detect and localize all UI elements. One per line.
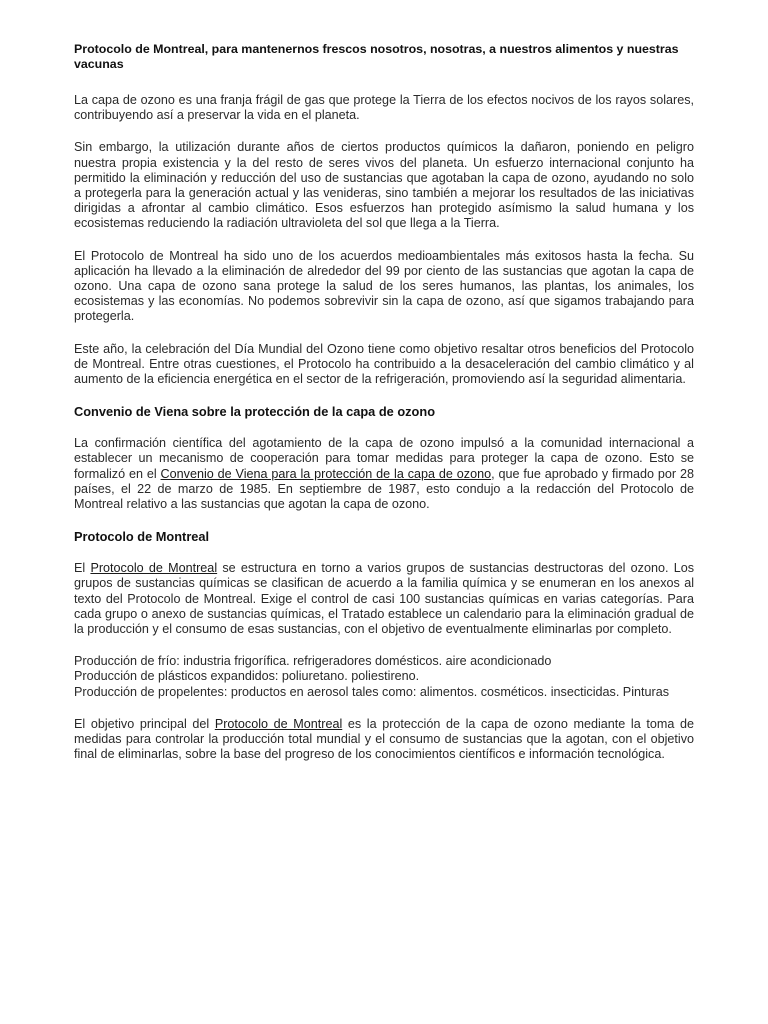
vienna-paragraph	[74, 436, 694, 512]
list-item: Producción de frío: industria frigorífica. refrigeradores domésticos. aire acondicionado	[74, 654, 552, 669]
intro-paragraph-3: El Protocolo de Montreal ha sido uno de los acuerdos medioambientales más exitosos hasta la fecha. Su aplicación ha llevado a la eliminación de alrededor del 99 por ciento de las sustancias que agotan la capa de ozono. Una capa de ozono sana protege la salud de los seres humanos, las plantas, los animales, los ecosistemas y las economías. No podemos sobrevivir sin la capa de ozono, así que sigamos trabajando para protegerla.	[74, 248, 694, 324]
intro-paragraph-2: Sin embargo, la utilización durante años de ciertos productos químicos la dañaron, poniendo en peligro nuestra propia existencia y la del resto de seres vivos del planeta. Un esfuerzo internacional conjunto ha permitido la eliminación y reducción del uso de sustancias que agotaban la capa de ozono, ayudando no solo a protegerla para la generación actual y las venideras, sino también a mejorar los resultados de las iniciativas dirigidas a afrontar al cambio climático. Esos esfuerzos han protegido asímismo la salud humana y los ecosistemas reduciendo la radiación ultravioleta del sol que llega a la Tierra.	[74, 140, 694, 231]
vienna-section-heading: Convenio de Viena sobre la protección de la capa de ozono	[74, 404, 436, 420]
montreal-paragraph-2	[74, 717, 694, 763]
intro-paragraph-1: La capa de ozono es una franja frágil de gas que protege la Tierra de los efectos nocivos de los rayos solares, contribuyendo así a preservar la vida en el planeta.	[74, 93, 694, 123]
vienna-text-after: , que fue aprobado y firmado por 28 países, el 22 de marzo de 1985. En septiembre de 1987, esto condujo a la redacción del Protocolo de Montreal relativo a las sustancias que agotan la capa de ozono.	[74, 466, 695, 512]
sector-list	[74, 654, 694, 700]
vienna-convention-link[interactable]: Convenio de Viena para la protección de la capa de ozono	[160, 466, 492, 481]
document-title: Protocolo de Montreal, para mantenernos frescos nosotros, nosotras, a nuestros alimentos y nuestras vacunas	[74, 42, 679, 71]
montreal-p1-text-after: se estructura en torno a varios grupos de sustancias destructoras del ozono. Los grupos de sustancias químicas se clasifican de acuerdo a la familia química y se enumeran en los anexos al texto del Protocolo de Montreal. Exige el control de casi 100 sustancias químicas en varias categorías. Para cada grupo o anexo de sustancias químicas, el Tratado establece un calendario para la eliminación gradual de la producción y el consumo de esas sustancias, con el objetivo de eventualmente eliminarlas por completo.	[74, 561, 694, 637]
montreal-protocol-link-1[interactable]: Protocolo de Montreal	[90, 561, 218, 576]
list-item: Producción de plásticos expandidos: poliuretano. poliestireno.	[74, 669, 420, 684]
montreal-section-heading: Protocolo de Montreal	[74, 529, 210, 545]
vienna-text-before: La confirmación científica del agotamiento de la capa de ozono impulsó a la comunidad internacional a establecer un mecanismo de cooperación para tomar medidas para proteger la capa de ozono. Esto se formalizó en el	[74, 436, 694, 481]
montreal-p1-text-before: El	[74, 561, 91, 576]
list-item: Producción de propelentes: productos en aerosol tales como: alimentos. cosméticos. insecticidas. Pinturas	[74, 684, 670, 699]
montreal-p2-text-after: es la protección de la capa de ozono mediante la toma de medidas para controlar la producción total mundial y el consumo de sustancias que la agotan, con el objetivo final de eliminarlas, sobre la base del progreso de los conocimientos científicos e información tecnológica.	[74, 716, 694, 762]
intro-paragraph-4: Este año, la celebración del Día Mundial del Ozono tiene como objetivo resaltar otros beneficios del Protocolo de Montreal. Entre otras cuestiones, el Protocolo ha contribuido a la desaceleración del cambio climático y al aumento de la eficiencia energética en el sector de la refrigeración, promoviendo así la seguridad alimentaria.	[74, 341, 694, 387]
montreal-protocol-link-2[interactable]: Protocolo de Montreal	[214, 716, 343, 731]
montreal-paragraph-1	[74, 561, 694, 637]
montreal-p2-text-before: El objetivo principal del	[74, 716, 215, 731]
